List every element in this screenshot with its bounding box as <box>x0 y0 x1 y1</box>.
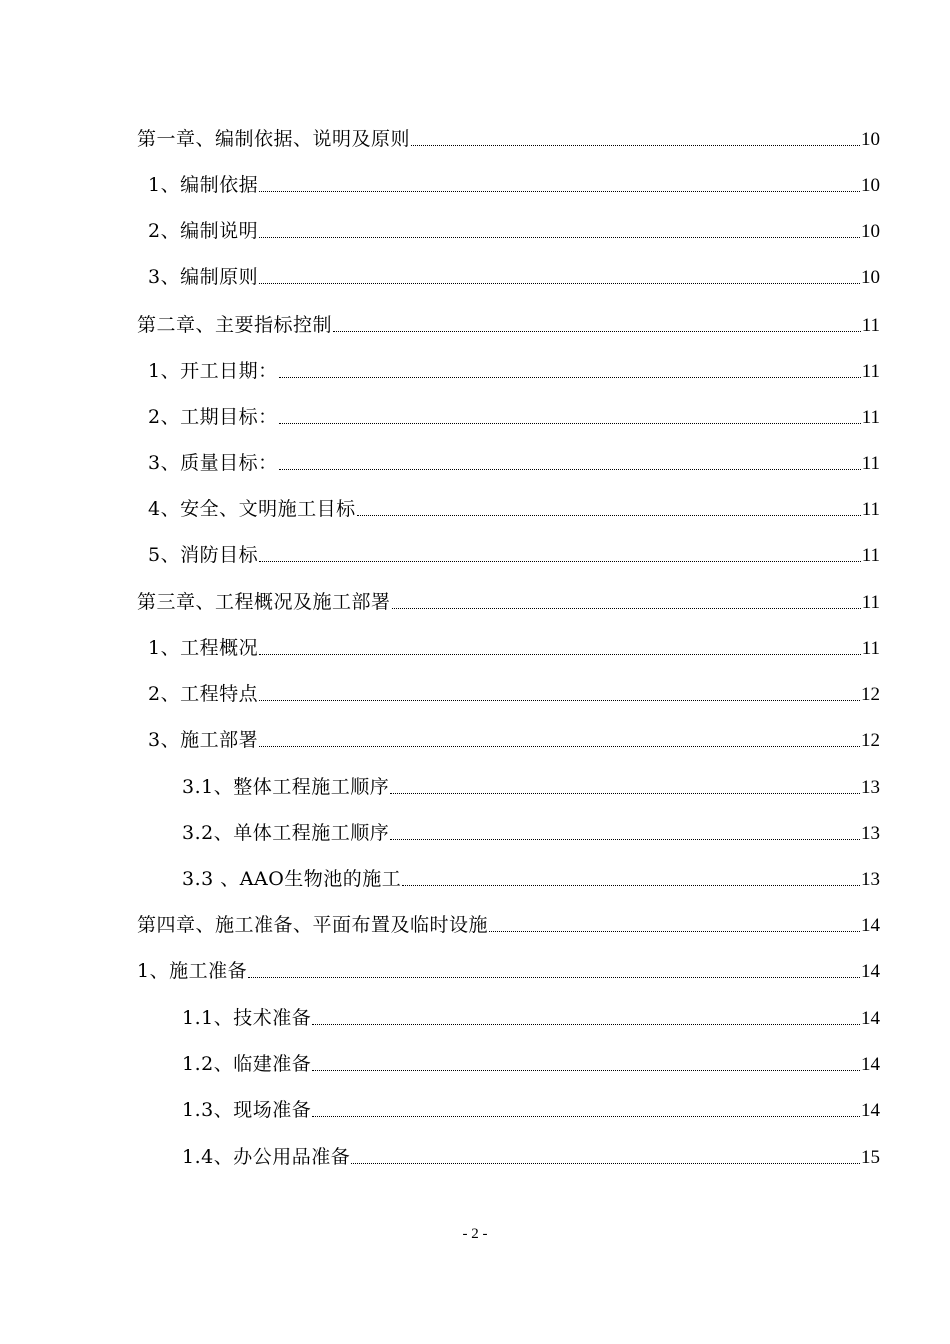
toc-entry-section[interactable] <box>137 959 880 983</box>
toc-entry-subsection[interactable] <box>182 1006 880 1030</box>
toc-leader-dots <box>351 1163 860 1164</box>
toc-entry-subsection[interactable] <box>182 1098 880 1122</box>
toc-leader-dots <box>259 561 861 562</box>
toc-entry-title: 3.1、整体工程施工顺序 <box>182 776 390 798</box>
toc-entry-chapter-1[interactable] <box>137 127 880 151</box>
toc-entry-page: 14 <box>861 961 880 982</box>
toc-entry-page: 14 <box>861 1100 880 1121</box>
toc-entry-page: 11 <box>861 407 880 428</box>
toc-entry-section[interactable] <box>148 543 880 567</box>
toc-leader-dots <box>279 469 861 470</box>
toc-entry-subsection[interactable] <box>182 821 880 845</box>
toc-entry-title: 第一章、编制依据、说明及原则 <box>137 128 411 150</box>
toc-entry-page: 12 <box>861 730 880 751</box>
toc-entry-chapter-2[interactable] <box>137 313 880 337</box>
toc-entry-title: 4、安全、文明施工目标 <box>148 498 356 520</box>
toc-leader-dots <box>392 608 861 609</box>
toc-entry-section[interactable] <box>148 451 880 475</box>
toc-entry-section[interactable] <box>148 359 880 383</box>
toc-entry-title: 第二章、主要指标控制 <box>137 314 333 336</box>
toc-entry-title: 第三章、工程概况及施工部署 <box>137 591 391 613</box>
toc-entry-page: 11 <box>861 315 880 336</box>
toc-entry-page: 10 <box>861 267 880 288</box>
toc-entry-page: 13 <box>861 823 880 844</box>
toc-entry-title: 2、工程特点 <box>148 683 259 705</box>
toc-entry-page: 11 <box>861 499 880 520</box>
toc-leader-dots <box>259 700 860 701</box>
page-number-footer: - 2 - <box>462 1226 488 1242</box>
toc-entry-page: 10 <box>861 221 880 242</box>
toc-entry-section[interactable] <box>148 497 880 521</box>
toc-entry-section[interactable] <box>148 682 880 706</box>
toc-entry-title: 1、开工日期： <box>148 360 278 382</box>
toc-entry-subsection[interactable] <box>182 1145 880 1169</box>
toc-leader-dots <box>259 654 861 655</box>
toc-entry-section[interactable] <box>148 173 880 197</box>
toc-leader-dots <box>390 839 860 840</box>
toc-entry-title: 1、工程概况 <box>148 637 259 659</box>
toc-entry-title: 1.1、技术准备 <box>182 1007 312 1029</box>
toc-entry-title: 3、质量目标： <box>148 452 278 474</box>
toc-entry-page: 11 <box>861 361 880 382</box>
toc-entry-title: 1、编制依据 <box>148 174 259 196</box>
toc-entry-title: 3、编制原则 <box>148 266 259 288</box>
toc-entry-subsection[interactable] <box>182 867 880 891</box>
toc-entry-title: 1.2、临建准备 <box>182 1053 312 1075</box>
toc-entry-title: 2、编制说明 <box>148 220 259 242</box>
toc-entry-page: 14 <box>861 1008 880 1029</box>
toc-entry-title: 1.4、办公用品准备 <box>182 1146 351 1168</box>
toc-leader-dots <box>259 283 860 284</box>
toc-entry-page: 11 <box>861 592 880 613</box>
toc-entry-page: 10 <box>861 175 880 196</box>
toc-entry-page: 11 <box>861 638 880 659</box>
toc-leader-dots <box>489 931 860 932</box>
toc-entry-chapter-4[interactable] <box>137 913 880 937</box>
toc-entry-chapter-3[interactable] <box>137 590 880 614</box>
toc-entry-page: 14 <box>861 915 880 936</box>
toc-entry-page: 14 <box>861 1054 880 1075</box>
toc-entry-page: 11 <box>861 453 880 474</box>
toc-entry-section[interactable] <box>148 636 880 660</box>
toc-entry-page: 10 <box>861 129 880 150</box>
toc-entry-section[interactable] <box>148 405 880 429</box>
toc-entry-title: 1、施工准备 <box>137 960 248 982</box>
toc-leader-dots <box>259 237 860 238</box>
toc-leader-dots <box>312 1070 860 1071</box>
toc-entry-title: 5、消防目标 <box>148 544 259 566</box>
toc-entry-page: 13 <box>861 869 880 890</box>
toc-entry-section[interactable] <box>148 219 880 243</box>
toc-entry-page: 15 <box>861 1147 880 1168</box>
toc-leader-dots <box>312 1024 860 1025</box>
toc-leader-dots <box>279 423 861 424</box>
toc-entry-title: 3.3 、AAO生物池的施工 <box>182 868 402 890</box>
toc-entry-title: 3.2、单体工程施工顺序 <box>182 822 390 844</box>
toc-entry-section[interactable] <box>148 265 880 289</box>
toc-leader-dots <box>333 331 861 332</box>
toc-leader-dots <box>390 793 860 794</box>
toc-entry-title: 3、施工部署 <box>148 729 259 751</box>
toc-leader-dots <box>411 145 860 146</box>
toc-entry-page: 11 <box>861 545 880 566</box>
toc-leader-dots <box>357 515 861 516</box>
toc-leader-dots <box>402 885 860 886</box>
toc-entry-subsection[interactable] <box>182 775 880 799</box>
toc-entry-section[interactable] <box>148 728 880 752</box>
toc-entry-title: 2、工期目标： <box>148 406 278 428</box>
toc-leader-dots <box>279 377 861 378</box>
toc-entry-page: 12 <box>861 684 880 705</box>
toc-leader-dots <box>248 977 860 978</box>
toc-leader-dots <box>259 746 860 747</box>
toc-entry-title: 1.3、现场准备 <box>182 1099 312 1121</box>
toc-entry-page: 13 <box>861 777 880 798</box>
toc-entry-subsection[interactable] <box>182 1052 880 1076</box>
toc-leader-dots <box>312 1116 860 1117</box>
toc-entry-title: 第四章、施工准备、平面布置及临时设施 <box>137 914 489 936</box>
toc-leader-dots <box>259 191 860 192</box>
